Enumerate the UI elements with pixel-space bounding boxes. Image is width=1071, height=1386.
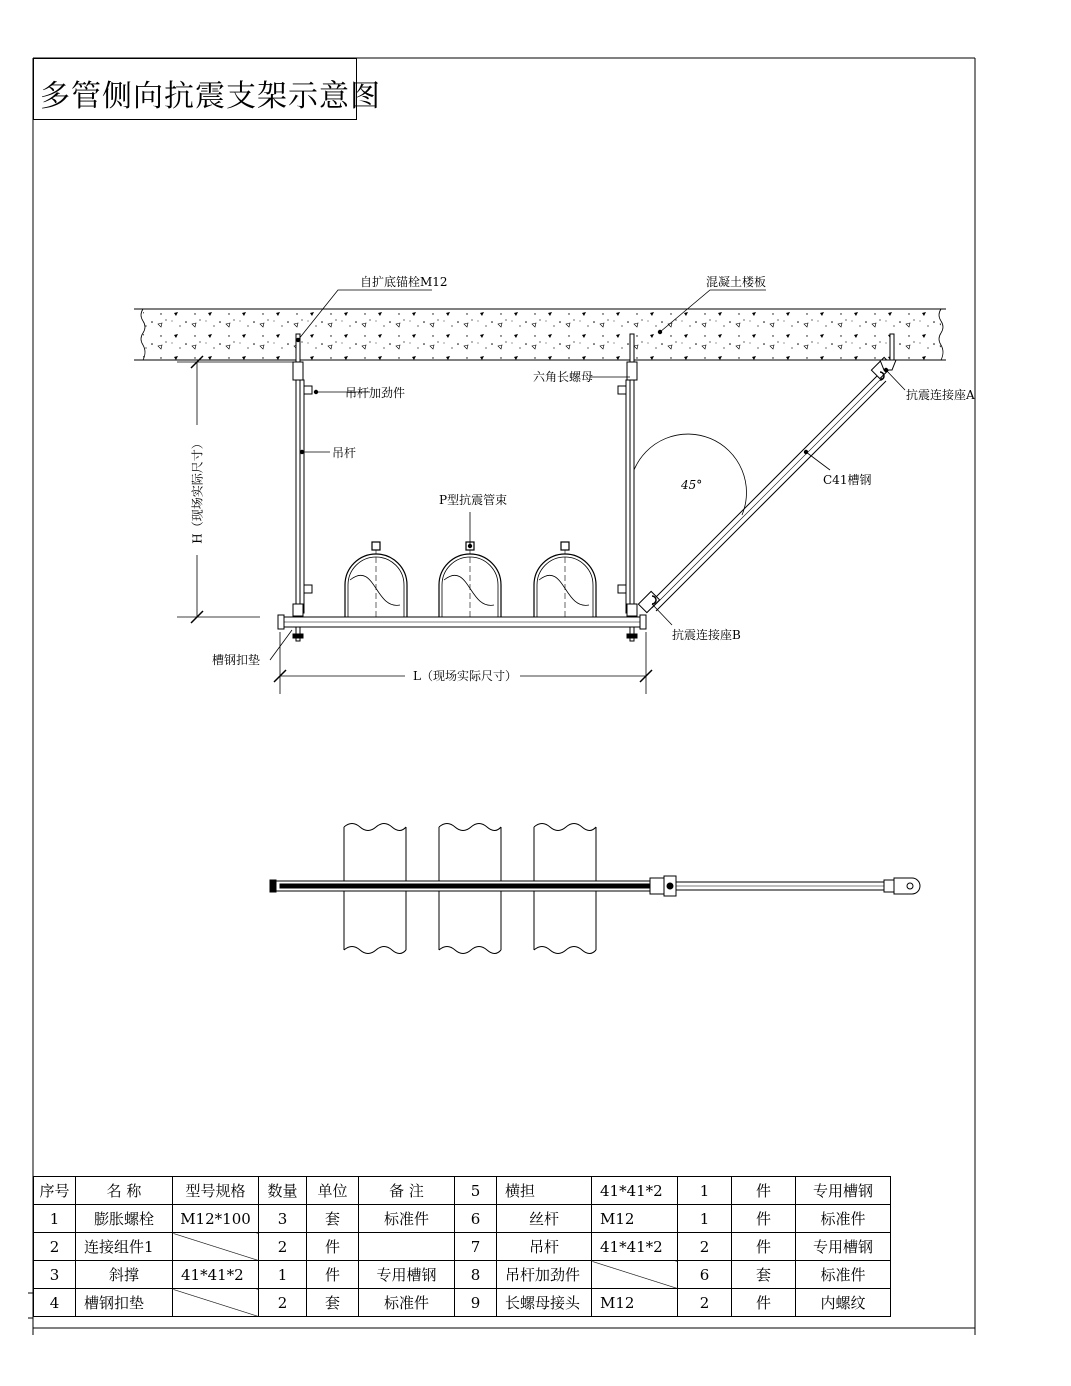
table-cell [359, 1233, 455, 1261]
table-cell: 内螺纹 [796, 1289, 891, 1317]
label-concrete-slab: 混凝土楼板 [706, 275, 767, 289]
table-row [34, 1233, 891, 1261]
table-cell: 7 [455, 1233, 497, 1261]
header-name: 名 称 [76, 1177, 173, 1205]
table-cell: 长螺母接头 [497, 1289, 592, 1317]
table-cell: 件 [732, 1233, 796, 1261]
table-cell: 1 [678, 1205, 732, 1233]
table-cell: 1 [259, 1261, 307, 1289]
label-angle: 45° [681, 478, 703, 492]
pipe-clamp-1 [345, 542, 407, 617]
table-row [34, 1205, 891, 1233]
table-cell: 2 [34, 1233, 76, 1261]
plan-view-crossbar [270, 876, 920, 896]
table-cell: 9 [455, 1289, 497, 1317]
table-cell: 41*41*2 [592, 1177, 678, 1205]
table-cell: 专用槽钢 [796, 1177, 891, 1205]
header-qty: 数量 [259, 1177, 307, 1205]
label-anchor-bolt: 自扩底锚栓M12 [360, 275, 448, 289]
hanger-rod-right [618, 334, 637, 616]
pipe-clamp-3 [534, 542, 596, 617]
table-cell: 4 [34, 1289, 76, 1317]
label-c41-channel: C41槽钢 [823, 473, 872, 487]
table-cell: 6 [455, 1205, 497, 1233]
table-cell: 2 [678, 1289, 732, 1317]
label-length-dimension: L（现场实际尺寸） [413, 669, 517, 683]
page-title: 多管侧向抗震支架示意图 [40, 79, 381, 114]
header-spec: 型号规格 [173, 1177, 259, 1205]
label-seismic-seat-a: 抗震连接座A [906, 388, 975, 402]
table-cell: 专用槽钢 [359, 1261, 455, 1289]
table-cell: 标准件 [796, 1261, 891, 1289]
angle-arc [634, 434, 746, 515]
table-cell: 1 [34, 1205, 76, 1233]
table-cell: 8 [455, 1261, 497, 1289]
table-cell: 连接组件1 [76, 1233, 173, 1261]
table-cell: 1 [678, 1177, 732, 1205]
table-cell: 件 [732, 1205, 796, 1233]
table-cell: M12*100 [173, 1205, 259, 1233]
table-cell: 3 [259, 1205, 307, 1233]
table-row [34, 1289, 891, 1317]
table-cell: 横担 [497, 1177, 592, 1205]
concrete-slab [134, 309, 946, 360]
table-cell: 斜撑 [76, 1261, 173, 1289]
label-rod-stiffener: 吊杆加劲件 [345, 386, 406, 400]
table-cell: 标准件 [359, 1205, 455, 1233]
table-cell: 41*41*2 [592, 1233, 678, 1261]
table-cell: M12 [592, 1205, 678, 1233]
pipe-clamp-2 [439, 542, 501, 617]
table-header-row [34, 1177, 891, 1205]
label-pipe-clamp: P型抗震管束 [439, 493, 508, 507]
table-cell: 5 [455, 1177, 497, 1205]
crossbar-channel [278, 615, 646, 641]
pipe-clamps [345, 542, 596, 617]
title-box [33, 58, 381, 120]
table-cell: 槽钢扣垫 [76, 1289, 173, 1317]
table-cell: 吊杆加劲件 [497, 1261, 592, 1289]
table-cell: 3 [34, 1261, 76, 1289]
table-cell: 件 [732, 1289, 796, 1317]
header-no: 序号 [34, 1177, 76, 1205]
table-cell: 2 [259, 1289, 307, 1317]
table-cell: 专用槽钢 [796, 1233, 891, 1261]
label-seismic-seat-b: 抗震连接座B [672, 628, 741, 642]
table-cell: 套 [307, 1205, 359, 1233]
sheet-border [28, 58, 975, 1335]
table-cell: 套 [732, 1261, 796, 1289]
table-cell: 标准件 [796, 1205, 891, 1233]
table-cell: 41*41*2 [173, 1261, 259, 1289]
table-cell: 6 [678, 1261, 732, 1289]
table-cell: M12 [592, 1289, 678, 1317]
table-row [34, 1261, 891, 1289]
hanger-rod-left [293, 334, 312, 616]
table-cell: 丝杆 [497, 1205, 592, 1233]
table-cell: 膨胀螺栓 [76, 1205, 173, 1233]
table-cell: 吊杆 [497, 1233, 592, 1261]
table-cell-empty [173, 1233, 259, 1261]
parts-table [33, 1176, 891, 1317]
label-height-dimension: H（现场实际尺寸） [190, 437, 205, 544]
header-note: 备 注 [359, 1177, 455, 1205]
table-cell: 2 [678, 1233, 732, 1261]
table-cell-empty [173, 1289, 259, 1317]
table-cell: 标准件 [359, 1289, 455, 1317]
label-channel-washer: 槽钢扣垫 [212, 653, 261, 667]
label-hex-nut: 六角长螺母 [533, 370, 594, 384]
table-cell: 2 [259, 1233, 307, 1261]
table-cell: 件 [307, 1261, 359, 1289]
table-cell: 套 [307, 1289, 359, 1317]
header-unit: 单位 [307, 1177, 359, 1205]
table-cell: 件 [307, 1233, 359, 1261]
label-hanger-rod: 吊杆 [332, 446, 357, 460]
table-cell: 件 [732, 1177, 796, 1205]
length-dimension [274, 632, 652, 694]
table-cell-empty [592, 1261, 678, 1289]
